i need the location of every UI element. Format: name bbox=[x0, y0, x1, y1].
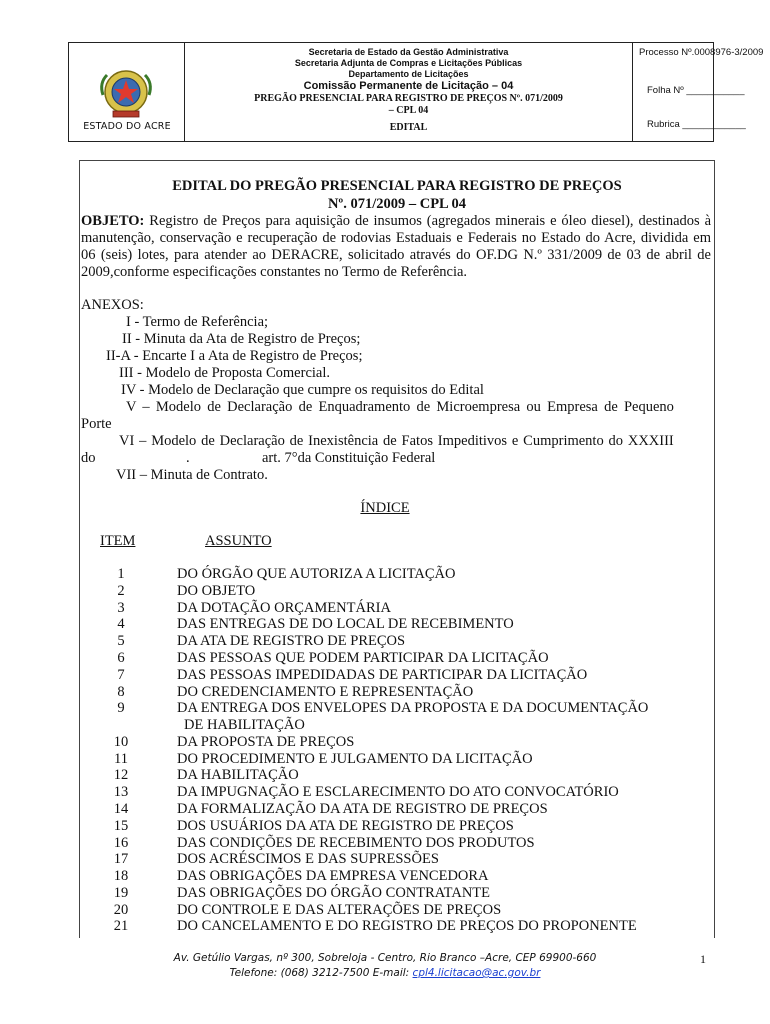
anexo-item: VI – Modelo de Declaração de Inexistência de Fatos Impeditivos e Cumprimento do XXXIII bbox=[119, 433, 674, 449]
rubrica-field: Rubrica ____________ bbox=[647, 119, 746, 130]
indice-row bbox=[0, 784, 770, 801]
objeto-text: Registro de Preços para aquisição de insumos (agregados minerais e óleo diesel), destinados à manutenção, conservação e recuperação de rodovias Estaduais e Federais no Estado do Acre, dividida em 06 (seis) lotes, para atender ao DERACRE, solicitado através do OF.DG N.º 331/2009 de 03 de abril de 2009,conforme especificações constantes no Termo de Referência. bbox=[81, 213, 711, 280]
anexo-item: I - Termo de Referência; bbox=[126, 314, 269, 330]
indice-row bbox=[0, 885, 770, 902]
item-subject: DO OBJETO bbox=[177, 583, 256, 599]
item-subject: DAS PESSOAS QUE PODEM PARTICIPAR DA LICITAÇÃO bbox=[177, 650, 549, 666]
indice-row bbox=[0, 835, 770, 852]
indice-row bbox=[0, 902, 770, 919]
anexo-item-continuation: do bbox=[81, 450, 96, 466]
indice-row bbox=[0, 566, 770, 583]
indice-row bbox=[0, 650, 770, 667]
anexo-item-continuation: art. 7°da Constituição Federal bbox=[262, 450, 436, 466]
item-number: 16 bbox=[113, 835, 129, 851]
item-number: 5 bbox=[117, 633, 125, 649]
indice-row bbox=[0, 767, 770, 784]
anexo-item: III - Modelo de Proposta Comercial. bbox=[119, 365, 331, 381]
item-number: 19 bbox=[113, 885, 129, 901]
item-subject: DA DOTAÇÃO ORÇAMENTÁRIA bbox=[177, 600, 391, 616]
item-subject: DO CREDENCIAMENTO E REPRESENTAÇÃO bbox=[177, 684, 474, 700]
anexo-item-continuation: . bbox=[186, 450, 190, 466]
folha-field: Folha Nº ___________ bbox=[647, 85, 745, 96]
item-number: 11 bbox=[114, 751, 128, 767]
header-line: – CPL 04 bbox=[388, 105, 429, 116]
indice-row bbox=[0, 667, 770, 684]
item-subject: DAS ENTREGAS DE DO LOCAL DE RECEBIMENTO bbox=[177, 616, 514, 632]
indice-row-continuation bbox=[0, 717, 770, 734]
indice-row bbox=[0, 751, 770, 768]
indice-row bbox=[0, 600, 770, 617]
indice-row bbox=[0, 684, 770, 701]
estado-label: ESTADO DO ACRE bbox=[83, 121, 171, 132]
item-number: 8 bbox=[117, 684, 125, 700]
anexo-item: IV - Modelo de Declaração que cumpre os requisitos do Edital bbox=[121, 382, 484, 398]
item-subject: DO ÓRGÃO QUE AUTORIZA A LICITAÇÃO bbox=[177, 566, 456, 582]
indice-row bbox=[0, 616, 770, 633]
header-edital: EDITAL bbox=[389, 122, 428, 133]
item-subject: DA ATA DE REGISTRO DE PREÇOS bbox=[177, 633, 406, 649]
objeto-label: OBJETO: bbox=[81, 213, 145, 229]
item-subject: DAS OBRIGAÇÕES DO ÓRGÃO CONTRATANTE bbox=[177, 885, 491, 901]
item-subject: DA HABILITAÇÃO bbox=[177, 767, 299, 783]
header-title-cell bbox=[185, 43, 633, 141]
objeto-paragraph bbox=[81, 213, 711, 281]
indice-row bbox=[0, 633, 770, 650]
processo-number: Processo Nº.0008976-3/2009 bbox=[639, 47, 764, 58]
item-subject: DO CONTROLE E DAS ALTERAÇÕES DE PREÇOS bbox=[177, 902, 502, 918]
state-seal-icon bbox=[97, 65, 155, 119]
item-subject: DA IMPUGNAÇÃO E ESCLARECIMENTO DO ATO CONVOCATÓRIO bbox=[177, 784, 619, 800]
item-number: 9 bbox=[117, 700, 125, 716]
item-number: 14 bbox=[113, 801, 129, 817]
indice-row bbox=[0, 918, 770, 935]
item-number: 10 bbox=[113, 734, 129, 750]
header-logo-cell bbox=[69, 43, 185, 141]
anexo-item: VII – Minuta de Contrato. bbox=[116, 467, 268, 483]
item-number: 21 bbox=[113, 918, 129, 934]
header-table bbox=[68, 42, 764, 142]
indice-title: ÍNDICE bbox=[360, 500, 410, 516]
indice-row bbox=[0, 734, 770, 751]
item-number: 15 bbox=[113, 818, 129, 834]
item-number: 3 bbox=[117, 600, 125, 616]
footer-email-link[interactable]: cpl4.licitacao@ac.gov.br bbox=[412, 967, 541, 979]
anexo-item: V – Modelo de Declaração de Enquadramento de Microempresa ou Empresa de Pequeno bbox=[126, 399, 674, 415]
indice-row bbox=[0, 868, 770, 885]
header-line: Departamento de Licitações bbox=[348, 69, 469, 79]
document-title: EDITAL DO PREGÃO PRESENCIAL PARA REGISTRO DE PREÇOS bbox=[172, 178, 622, 194]
item-number: 7 bbox=[117, 667, 125, 683]
column-header-item: ITEM bbox=[100, 533, 136, 549]
item-subject: DO CANCELAMENTO E DO REGISTRO DE PREÇOS DO PROPONENTE bbox=[177, 918, 637, 934]
item-subject: DE HABILITAÇÃO bbox=[184, 717, 305, 733]
item-number: 13 bbox=[113, 784, 129, 800]
indice-row bbox=[0, 818, 770, 835]
item-subject: DAS OBRIGAÇÕES DA EMPRESA VENCEDORA bbox=[177, 868, 489, 884]
item-number: 17 bbox=[113, 851, 129, 867]
page-number: 1 bbox=[700, 952, 706, 966]
indice-row bbox=[0, 583, 770, 600]
item-subject: DOS USUÁRIOS DA ATA DE REGISTRO DE PREÇOS bbox=[177, 818, 514, 834]
header-line: Secretaria de Estado da Gestão Administrativa bbox=[308, 47, 509, 57]
item-number: 20 bbox=[113, 902, 129, 918]
anexos-label: ANEXOS: bbox=[81, 297, 144, 313]
indice-row bbox=[0, 801, 770, 818]
item-number: 4 bbox=[117, 616, 125, 632]
item-subject: DA PROPOSTA DE PREÇOS bbox=[177, 734, 355, 750]
item-number: 12 bbox=[113, 767, 129, 783]
document-title-number: Nº. 071/2009 – CPL 04 bbox=[327, 196, 467, 212]
indice-row bbox=[0, 700, 770, 717]
anexo-item-continuation: Porte bbox=[81, 416, 112, 432]
item-number: 1 bbox=[117, 566, 125, 582]
header-line: PREGÃO PRESENCIAL PARA REGISTRO DE PREÇOS Nº. 071/2009 bbox=[254, 93, 563, 104]
footer-phone: Telefone: (068) 3212-7500 E-mail: bbox=[229, 967, 413, 979]
indice-row bbox=[0, 851, 770, 868]
item-number: 18 bbox=[113, 868, 129, 884]
header-process-cell bbox=[633, 43, 764, 141]
header-line: Comissão Permanente de Licitação – 04 bbox=[303, 80, 514, 92]
item-subject: DA ENTREGA DOS ENVELOPES DA PROPOSTA E DA DOCUMENTAÇÃO bbox=[177, 700, 649, 716]
item-subject: DA FORMALIZAÇÃO DA ATA DE REGISTRO DE PREÇOS bbox=[177, 801, 548, 817]
footer-address: Av. Getúlio Vargas, nº 300, Sobreloja - Centro, Rio Branco –Acre, CEP 69900-660 bbox=[173, 952, 597, 964]
anexo-item: II-A - Encarte I a Ata de Registro de Preços; bbox=[106, 348, 363, 364]
item-number: 6 bbox=[117, 650, 125, 666]
item-subject: DO PROCEDIMENTO E JULGAMENTO DA LICITAÇÃO bbox=[177, 751, 533, 767]
item-subject: DAS PESSOAS IMPEDIDADAS DE PARTICIPAR DA LICITAÇÃO bbox=[177, 667, 588, 683]
header-line: Secretaria Adjunta de Compras e Licitações Públicas bbox=[294, 58, 523, 68]
item-subject: DAS CONDIÇÕES DE RECEBIMENTO DOS PRODUTOS bbox=[177, 835, 535, 851]
item-number: 2 bbox=[117, 583, 125, 599]
anexo-item: II - Minuta da Ata de Registro de Preços; bbox=[122, 331, 361, 347]
item-subject: DOS ACRÉSCIMOS E DAS SUPRESSÕES bbox=[177, 851, 439, 867]
footer-contact bbox=[0, 967, 770, 979]
column-header-assunto: ASSUNTO bbox=[205, 533, 272, 549]
